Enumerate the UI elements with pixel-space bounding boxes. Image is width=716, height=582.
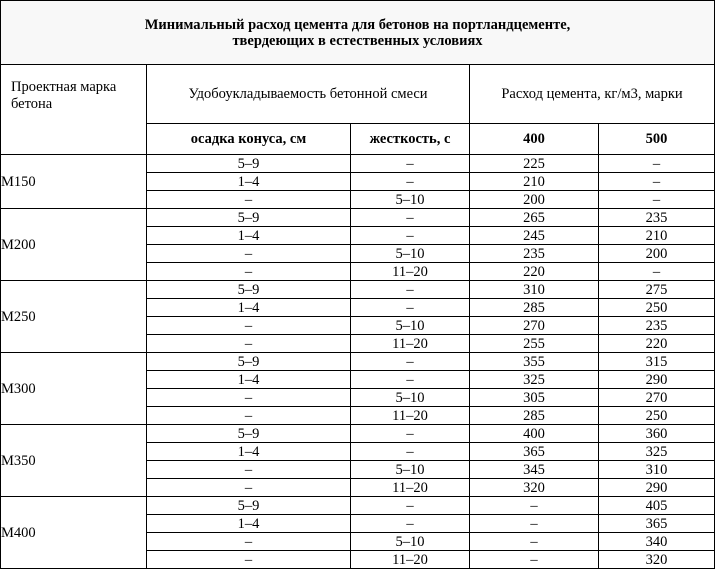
stiffness-cell: –: [351, 515, 470, 533]
consumption-400-cell: 265: [470, 209, 599, 227]
table-row: [1, 281, 715, 299]
consumption-500-cell: 200: [599, 245, 715, 263]
consumption-400-cell: –: [470, 497, 599, 515]
consumption-500-cell: 235: [599, 317, 715, 335]
slump-cell: –: [147, 461, 351, 479]
consumption-400-cell: 225: [470, 155, 599, 173]
table-row: [1, 425, 715, 443]
table-title: [1, 1, 715, 65]
table-row: [1, 209, 715, 227]
stiffness-cell: 5–10: [351, 389, 470, 407]
slump-cell: 1–4: [147, 227, 351, 245]
stiffness-cell: 5–10: [351, 533, 470, 551]
table-row: [1, 497, 715, 515]
header-brand-500: 500: [599, 124, 715, 155]
title-row: [1, 1, 715, 65]
stiffness-cell: –: [351, 299, 470, 317]
slump-cell: 1–4: [147, 371, 351, 389]
consumption-500-cell: 320: [599, 551, 715, 569]
stiffness-cell: 11–20: [351, 263, 470, 281]
consumption-500-cell: 405: [599, 497, 715, 515]
stiffness-cell: 11–20: [351, 407, 470, 425]
slump-cell: –: [147, 335, 351, 353]
consumption-500-cell: 365: [599, 515, 715, 533]
slump-cell: –: [147, 191, 351, 209]
consumption-400-cell: 220: [470, 263, 599, 281]
consumption-500-cell: –: [599, 173, 715, 191]
stiffness-cell: 5–10: [351, 461, 470, 479]
slump-cell: 5–9: [147, 497, 351, 515]
grade-cell: М350: [1, 425, 147, 497]
consumption-400-cell: 270: [470, 317, 599, 335]
stiffness-cell: –: [351, 425, 470, 443]
header-grade: [1, 65, 147, 155]
consumption-400-cell: –: [470, 515, 599, 533]
slump-cell: 1–4: [147, 173, 351, 191]
slump-cell: 1–4: [147, 515, 351, 533]
grade-cell: М250: [1, 281, 147, 353]
stiffness-cell: 11–20: [351, 479, 470, 497]
grade-cell: М200: [1, 209, 147, 281]
consumption-400-cell: –: [470, 551, 599, 569]
slump-cell: –: [147, 533, 351, 551]
slump-cell: 1–4: [147, 443, 351, 461]
slump-cell: –: [147, 317, 351, 335]
consumption-400-cell: 245: [470, 227, 599, 245]
consumption-400-cell: 325: [470, 371, 599, 389]
slump-cell: 5–9: [147, 425, 351, 443]
consumption-500-cell: 290: [599, 479, 715, 497]
consumption-400-cell: 255: [470, 335, 599, 353]
consumption-500-cell: 275: [599, 281, 715, 299]
stiffness-cell: 5–10: [351, 245, 470, 263]
consumption-400-cell: 210: [470, 173, 599, 191]
header-brand-400: 400: [470, 124, 599, 155]
consumption-500-cell: 315: [599, 353, 715, 371]
consumption-500-cell: 220: [599, 335, 715, 353]
consumption-500-cell: 310: [599, 461, 715, 479]
title-line-2: твердеющих в естественных условиях: [232, 32, 483, 49]
stiffness-cell: –: [351, 227, 470, 245]
consumption-500-cell: 290: [599, 371, 715, 389]
slump-cell: –: [147, 479, 351, 497]
consumption-500-cell: 250: [599, 299, 715, 317]
slump-cell: 5–9: [147, 353, 351, 371]
consumption-500-cell: 210: [599, 227, 715, 245]
slump-cell: –: [147, 245, 351, 263]
header-workability: Удобоукладываемость бетонной смеси: [147, 65, 470, 124]
table-row: [1, 353, 715, 371]
consumption-400-cell: 320: [470, 479, 599, 497]
consumption-400-cell: 285: [470, 299, 599, 317]
consumption-500-cell: 340: [599, 533, 715, 551]
title-line-1: Минимальный расход цемента для бетонов на портландцементе,: [144, 16, 571, 33]
consumption-400-cell: 285: [470, 407, 599, 425]
table-row: [1, 155, 715, 173]
consumption-400-cell: 345: [470, 461, 599, 479]
consumption-500-cell: 325: [599, 443, 715, 461]
stiffness-cell: –: [351, 371, 470, 389]
stiffness-cell: –: [351, 209, 470, 227]
header-consumption: Расход цемента, кг/м3, марки: [470, 65, 715, 124]
stiffness-cell: –: [351, 443, 470, 461]
header-grade-line-1: Проектная марка: [11, 79, 117, 95]
stiffness-cell: 11–20: [351, 551, 470, 569]
consumption-400-cell: 235: [470, 245, 599, 263]
consumption-500-cell: 270: [599, 389, 715, 407]
stiffness-cell: –: [351, 281, 470, 299]
header-slump: осадка конуса, см: [147, 124, 351, 155]
consumption-500-cell: 235: [599, 209, 715, 227]
stiffness-cell: –: [351, 173, 470, 191]
consumption-400-cell: –: [470, 533, 599, 551]
consumption-400-cell: 365: [470, 443, 599, 461]
slump-cell: 5–9: [147, 281, 351, 299]
slump-cell: –: [147, 263, 351, 281]
slump-cell: 1–4: [147, 299, 351, 317]
consumption-400-cell: 310: [470, 281, 599, 299]
header-stiffness: жесткость, с: [351, 124, 470, 155]
consumption-500-cell: 250: [599, 407, 715, 425]
header-row-1: [1, 65, 715, 124]
stiffness-cell: –: [351, 497, 470, 515]
stiffness-cell: 5–10: [351, 317, 470, 335]
grade-cell: М300: [1, 353, 147, 425]
stiffness-cell: –: [351, 353, 470, 371]
consumption-500-cell: –: [599, 155, 715, 173]
consumption-400-cell: 355: [470, 353, 599, 371]
stiffness-cell: –: [351, 155, 470, 173]
consumption-400-cell: 400: [470, 425, 599, 443]
slump-cell: –: [147, 551, 351, 569]
consumption-400-cell: 200: [470, 191, 599, 209]
grade-cell: М400: [1, 497, 147, 569]
grade-cell: М150: [1, 155, 147, 209]
consumption-500-cell: –: [599, 191, 715, 209]
consumption-400-cell: 305: [470, 389, 599, 407]
slump-cell: 5–9: [147, 155, 351, 173]
consumption-500-cell: 360: [599, 425, 715, 443]
stiffness-cell: 11–20: [351, 335, 470, 353]
header-grade-line-2: бетона: [11, 96, 53, 112]
stiffness-cell: 5–10: [351, 191, 470, 209]
slump-cell: –: [147, 407, 351, 425]
consumption-500-cell: –: [599, 263, 715, 281]
slump-cell: –: [147, 389, 351, 407]
slump-cell: 5–9: [147, 209, 351, 227]
